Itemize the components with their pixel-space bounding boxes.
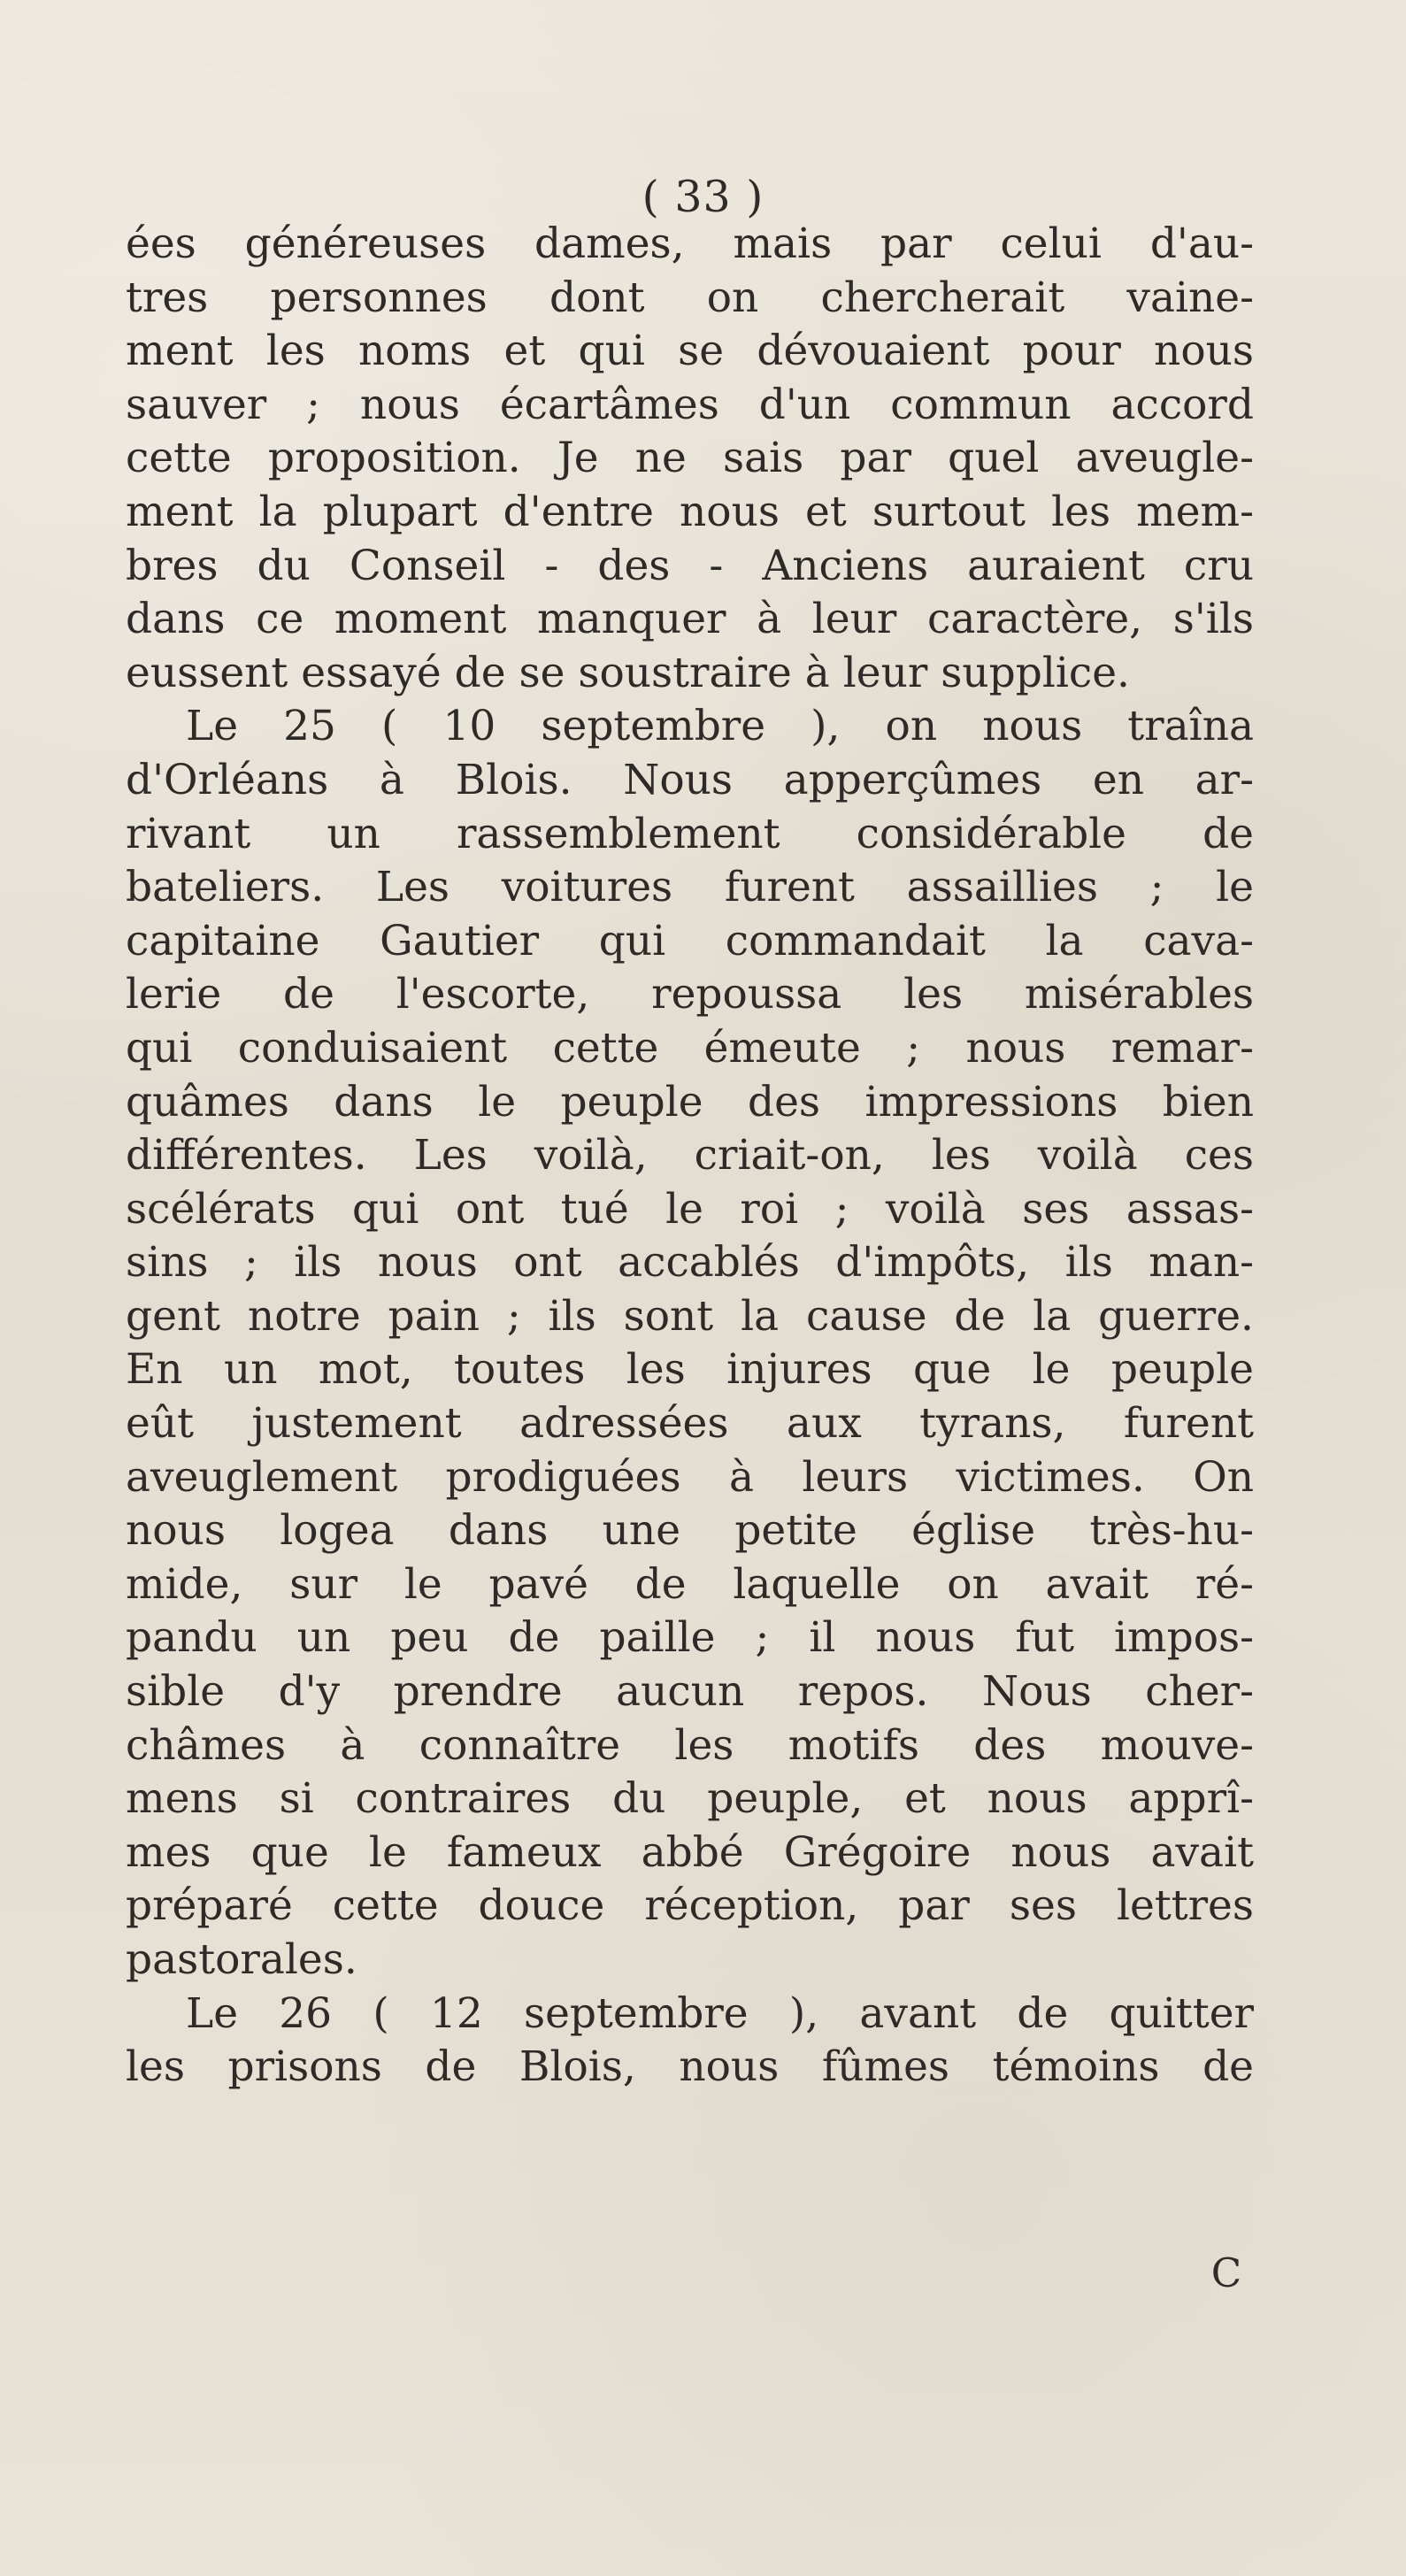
text-line: Le 26 ( 12 septembre ), avant de quitter (186, 1988, 1254, 2038)
text-line: ées généreuses dames, mais par celui d'au- (126, 219, 1254, 268)
text-line: les prisons de Blois, nous fûmes témoins de (126, 2042, 1254, 2092)
text-line: bateliers. Les voitures furent assaillies ; le (126, 863, 1254, 912)
page-number-header: ( 33 ) (642, 172, 764, 222)
text-line: eussent essayé de se soustraire à leur supplice. (126, 648, 1130, 697)
text-line: lerie de l'escorte, repoussa les misérables (126, 970, 1254, 1019)
text-line: sins ; ils nous ont accablés d'impôts, ils man- (126, 1238, 1254, 1288)
text-line: quâmes dans le peuple des impressions bien (126, 1077, 1254, 1127)
text-line: mide, sur le pavé de laquelle on avait ré- (126, 1559, 1254, 1609)
text-line: Le 25 ( 10 septembre ), on nous traîna (186, 702, 1254, 751)
text-line: gent notre pain ; ils sont la cause de la guerre. (126, 1291, 1254, 1341)
text-line: dans ce moment manquer à leur caractère, s'ils (126, 595, 1254, 644)
text-line: cette proposition. Je ne sais par quel aveugle- (126, 434, 1254, 483)
text-line: aveuglement prodiguées à leurs victimes. On (126, 1452, 1254, 1502)
text-line: rivant un rassemblement considérable de (126, 809, 1254, 858)
text-line: eût justement adressées aux tyrans, furent (126, 1399, 1254, 1449)
text-line: pastorales. (126, 1935, 357, 1984)
text-line: scélérats qui ont tué le roi ; voilà ses assas- (126, 1184, 1254, 1234)
text-line: mes que le fameux abbé Grégoire nous avait (126, 1827, 1254, 1877)
text-line: châmes à connaître les motifs des mouve- (126, 1720, 1254, 1770)
text-line: d'Orléans à Blois. Nous apperçûmes en ar- (126, 755, 1254, 804)
text-line: qui conduisaient cette émeute ; nous remar- (126, 1023, 1254, 1073)
text-line: tres personnes dont on chercherait vaine- (126, 273, 1254, 322)
text-line: préparé cette douce réception, par ses lettres (126, 1881, 1254, 1931)
text-line: bres du Conseil - des - Anciens auraient cru (126, 541, 1254, 590)
text-line: pandu un peu de paille ; il nous fut impos- (126, 1613, 1254, 1663)
page-text-block (126, 218, 1254, 2095)
text-line: différentes. Les voilà, criait-on, les voilà ces (126, 1131, 1254, 1180)
text-line: En un mot, toutes les injures que le peuple (126, 1345, 1254, 1395)
text-line: capitaine Gautier qui commandait la cava- (126, 916, 1254, 965)
printer-signature-mark: C (1210, 2249, 1242, 2296)
text-line: sible d'y prendre aucun repos. Nous cher- (126, 1667, 1254, 1717)
text-line: mens si contraires du peuple, et nous apprî- (126, 1774, 1254, 1824)
text-line: ment la plupart d'entre nous et surtout les mem- (126, 487, 1254, 536)
text-line: nous logea dans une petite église très-hu- (126, 1506, 1254, 1556)
text-line: sauver ; nous écartâmes d'un commun accord (126, 380, 1254, 429)
text-line: ment les noms et qui se dévouaient pour nous (126, 327, 1254, 376)
